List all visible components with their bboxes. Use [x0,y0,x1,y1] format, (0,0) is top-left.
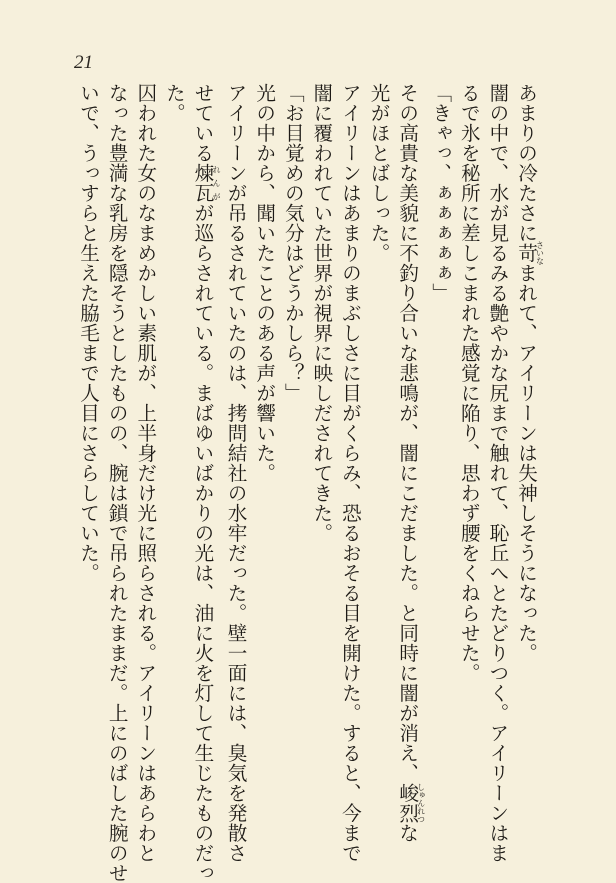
ruby-word: 苛さいな [514,240,545,265]
text-line: アイリーンはあまりのまぶしさに目がくらみ、恐るおそる目を開けた。すると、今まで [338,83,362,863]
page-number: 21 [74,52,93,73]
body-text [54,83,545,883]
text-line: その高貴な美貌に不釣り合いな悲鳴が、闇にこだました。と同時に闇が消え、峻烈しゅんれつな [395,83,426,843]
text-line: アイリーンが吊るされていたのは、拷問結社の水牢だった。壁一面には、臭気を発散さ [224,83,248,863]
text-line: 囚われた女のなまめかしい素肌が、上半身だけ光に照らされる。アイリーンはあらわと [133,83,157,863]
text-line: なった豊満な乳房を隠そうとしたものの、腕は鎖で吊られたままだ。上にのばした腕のせ [105,83,129,883]
text-line: た。 [162,83,186,123]
ruby-word: 煉瓦れんが [190,162,221,203]
text-line: 光の中から、聞いたことのある声が響いた。 [252,83,276,483]
text-line: るで氷を秘所に差しこまれた感覚に陥り、思わず腰をくねらせた。 [457,83,481,683]
text-line: 「きゃっ、ぁぁぁぁぁ」 [428,83,452,303]
text-line: 闇に覆われていた世界が視界に映しだされてきた。 [309,83,333,543]
ruby-word: 峻烈しゅんれつ [395,782,426,823]
text-line: 光がほとばしった。 [367,83,391,263]
text-line: せている煉瓦れんがが巡らされている。まばゆいばかりの光は、油に火を灯して生じたものだっ [190,83,221,883]
text-line: あまりの冷たさに苛さいなまれて、アイリーンは失神しそうになった。 [514,83,545,663]
text-line: いで、うっすらと生えた脇毛まで人目にさらしていた。 [76,83,100,583]
text-line: 闇の中で、水が見るみる艶やかな尻まで触れて、恥丘へとたどりつく。アイリーンはま [485,83,509,863]
text-line: 「お目覚めの気分はどうかしら？」 [281,83,305,403]
